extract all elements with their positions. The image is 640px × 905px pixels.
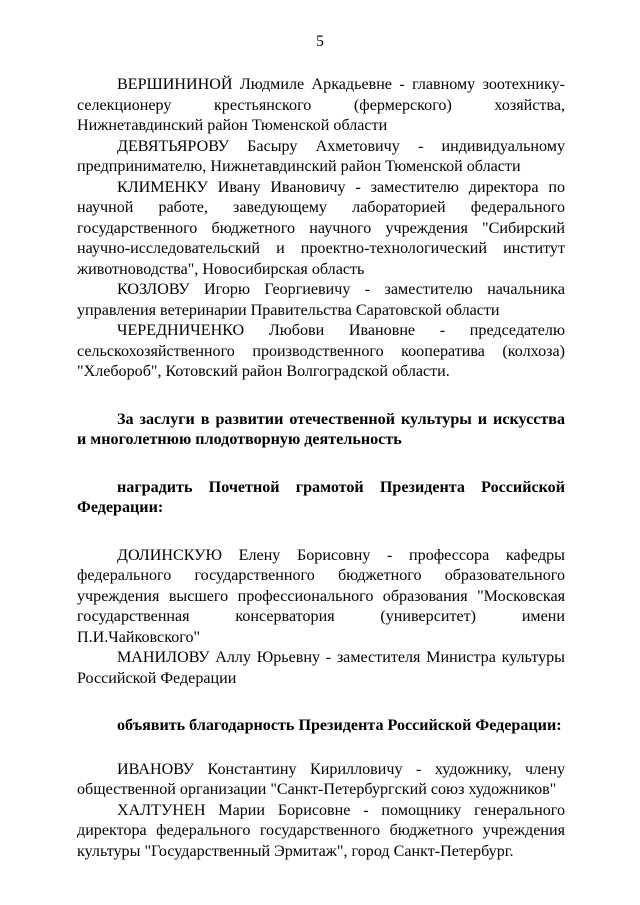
award-entry — [77, 760, 565, 801]
award-entry — [77, 801, 565, 863]
text-line: научной работе, заведующему лабораторией федерального — [77, 199, 565, 216]
text-line: КОЗЛОВУ Игорю Георгиевичу - заместителю начальника — [117, 281, 565, 298]
text-line: и многолетнюю плодотворную деятельность — [77, 431, 402, 448]
text-line: КЛИМЕНКУ Ивану Ивановичу - заместителю директора по — [117, 178, 565, 196]
text-line: ХАЛТУНЕН Марии Борисовне - помощнику генерального — [117, 801, 565, 819]
award-entry — [77, 75, 565, 137]
text-line: объявить благодарность Президента Российской Федерации: — [117, 717, 562, 734]
text-line: Российской Федерации — [77, 669, 237, 687]
award-entry — [77, 280, 565, 321]
award-type-heading — [77, 478, 565, 519]
gratitude-heading — [77, 716, 565, 737]
text-line: селекционеру крестьянского (фермерского) хозяйства, — [77, 96, 565, 114]
text-line: ВЕРШИНИНОЙ Людмиле Аркадьевне - главному зоотехнику- — [117, 76, 565, 93]
text-line: учреждения высшего профессионального образования "Московская — [77, 587, 565, 605]
text-line: директора федерального государственного бюджетного учреждения — [77, 822, 565, 839]
text-line: животноводства", Новосибирская область — [77, 260, 365, 278]
award-entry — [77, 178, 565, 281]
text-line: государственная консерватория (университет) имени — [77, 608, 565, 625]
text-line: Федерации: — [77, 499, 164, 516]
award-entry — [77, 648, 565, 689]
text-line: ЧЕРЕДНИЧЕНКО Любови Ивановне - председателю — [117, 322, 565, 339]
text-line: научно-исследовательский и проектно-технологический институт — [77, 240, 565, 257]
text-line: МАНИЛОВУ Аллу Юрьевну - заместителя Министра культуры — [117, 649, 565, 666]
award-entry — [77, 137, 565, 178]
award-list-1 — [77, 75, 565, 383]
text-line: За заслуги в развитии отечественной культуры и искусства — [117, 410, 565, 428]
award-list-3 — [77, 760, 565, 863]
text-line: общественной организации "Санкт-Петербургский союз художников" — [77, 781, 557, 798]
text-line: ИВАНОВУ Константину Кирилловичу - художнику, члену — [117, 760, 565, 778]
text-line: федерального государственного бюджетного образовательного — [77, 567, 565, 584]
text-line: государственного бюджетного научного учреждения "Сибирский — [77, 219, 565, 237]
award-entry — [77, 546, 565, 649]
text-line: "Хлебороб", Котовский район Волгоградской области. — [77, 363, 450, 380]
text-line: ДЕВЯТЬЯРОВУ Басыру Ахметовичу - индивидуальному — [117, 137, 565, 155]
text-line: управления ветеринарии Правительства Саратовской области — [77, 301, 500, 319]
award-list-2 — [77, 546, 565, 690]
text-line: П.И.Чайковского" — [77, 628, 201, 646]
award-entry — [77, 321, 565, 383]
text-line: наградить Почетной грамотой Президента Российской — [117, 478, 565, 496]
text-line: ДОЛИНСКУЮ Елену Борисовну - профессора кафедры — [117, 546, 565, 564]
document-body — [77, 75, 565, 862]
text-line: Нижнетавдинский район Тюменской области — [77, 117, 388, 134]
section-heading — [77, 410, 565, 451]
page-number: 5 — [316, 33, 324, 50]
text-line: сельскохозяйственного производственного кооператива (колхоза) — [77, 342, 565, 360]
text-line: предпринимателю, Нижнетавдинский район Тюменской области — [77, 158, 521, 175]
text-line: культуры "Государственный Эрмитаж", город Санкт-Петербург. — [77, 842, 514, 860]
